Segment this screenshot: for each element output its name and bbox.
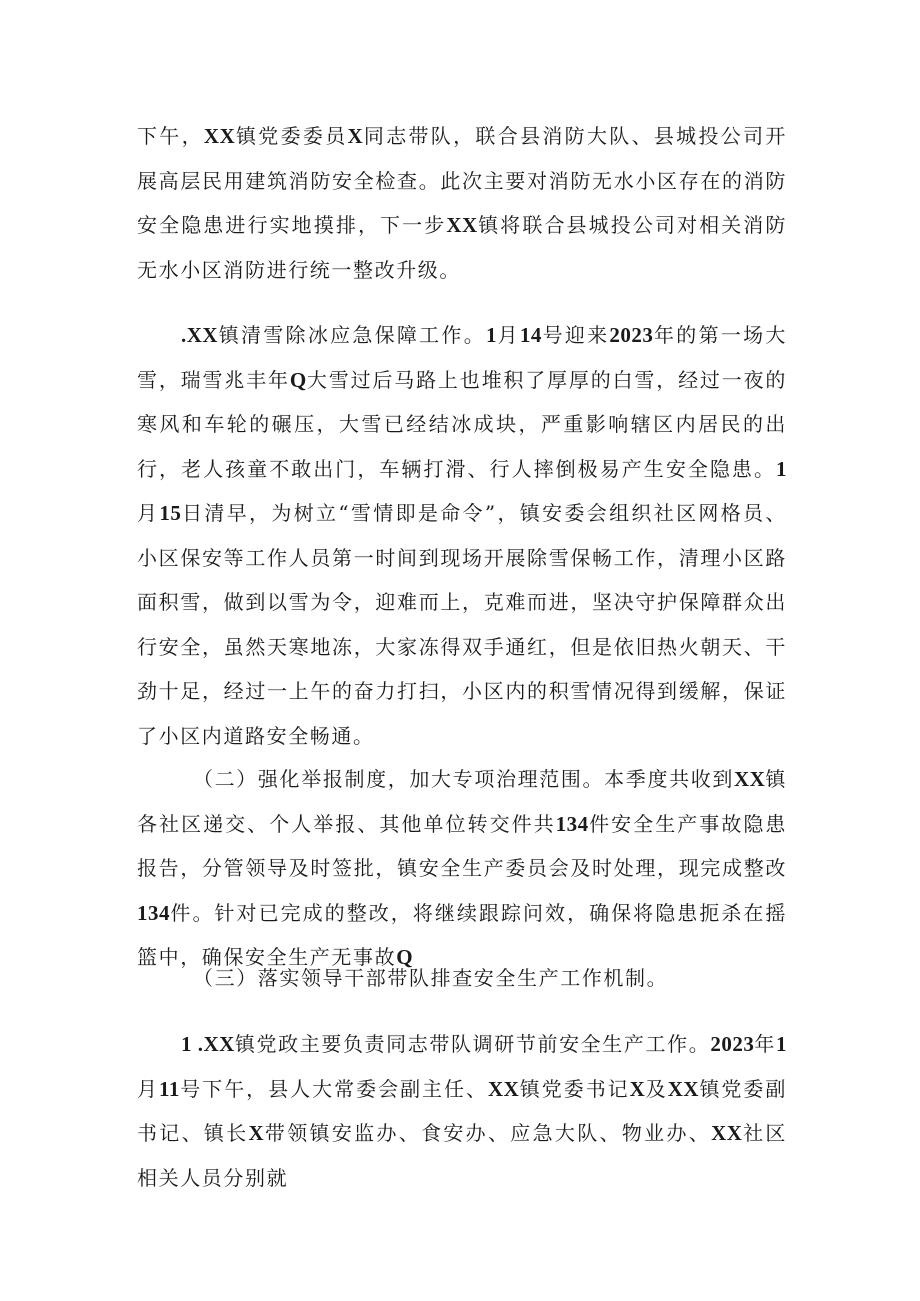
bold-text-run: 1: [485, 323, 497, 347]
bold-text-run: 1: [776, 1032, 788, 1056]
bold-text-run: 14: [519, 323, 542, 347]
text-run: 镇各社区递交、个人举报、其他单位转交件共: [137, 767, 787, 836]
bold-text-run: XX: [488, 1076, 520, 1101]
bold-text-run: .XX: [181, 323, 219, 347]
text-run: （二）强化举报制度，加大专项治理范围。本季度共收到: [193, 767, 735, 791]
bold-text-run: XX: [667, 1076, 700, 1101]
text-run: 件。针对已完成的整改，将继续跟踪问效，确保将隐患扼杀在摇篮中，确保安全生产无事故: [137, 900, 787, 969]
bold-text-run: 11: [159, 1076, 180, 1101]
bold-text-run: X: [347, 124, 364, 148]
bold-text-run: X: [248, 1121, 265, 1145]
text-run: 月: [137, 1076, 159, 1101]
bold-text-run: Q: [289, 367, 307, 392]
text-run: 年: [754, 1032, 777, 1056]
bold-text-run: 2023: [609, 323, 654, 347]
text-run: 镇党委副书记、镇长: [137, 1076, 788, 1145]
bold-text-run: XX: [203, 124, 236, 148]
text-run: 月: [137, 501, 160, 525]
paragraph-holiday-inspection: [137, 1022, 787, 1200]
bold-text-run: X: [629, 1076, 646, 1101]
bold-text-run: XX: [711, 1121, 743, 1145]
bold-text-run: 134: [137, 900, 170, 925]
bold-text-run: 1 .XX: [181, 1032, 235, 1056]
paragraph-reporting-system: [137, 757, 787, 980]
bold-text-run: 15: [159, 501, 182, 525]
text-run: 件安全生产事故隐患报告，分管领导及时签批，镇安全生产委员会及时处理，现完成整改: [137, 811, 787, 880]
text-run: 带领镇安监办、食安办、应急大队、物业办、: [264, 1121, 712, 1145]
text-run: 及: [645, 1076, 668, 1101]
paragraph-leadership-mechanism: [137, 956, 787, 1001]
text-run: 同志带队，联合县消防大队、县城投公司开展高层民用建筑消防安全检查。此次主要对消防无水小区存在的消防安全隐患进行实地摸排，下一步: [137, 124, 787, 237]
bold-text-run: 1: [776, 456, 787, 481]
text-run: 月: [496, 323, 520, 347]
bold-text-run: Q: [396, 945, 414, 969]
text-run: 日清早，为树立“雪情即是命令”，镇安委会组织社区网格员、小区保安等工作人员第一时间到现场开展除雪保畅工作，清理小区路面积雪，做到以雪为令，迎难而上，克难而进，坚决守护保障群众出行安全，虽然天寒地冻，大家冻得双手通红，但是依旧热火朝天、干劲十足，经过一上午的奋力打扫，小区内的积雪情况得到缓解，保证了小区内道路安全畅通。: [137, 501, 788, 748]
text-run: 下午，: [137, 124, 204, 148]
text-run: 镇党政主要负责同志带队调研节前安全生产工作。: [234, 1032, 711, 1056]
text-run: 年的第一场大雪，瑞雪兆丰年: [137, 323, 787, 392]
bold-text-run: 134: [555, 811, 589, 836]
text-run: （三）落实领导干部带队排查安全生产工作机制。: [193, 966, 669, 990]
bold-text-run: XX: [446, 213, 478, 237]
text-run: 号下午，县人大常委会副主任、: [179, 1076, 489, 1101]
text-run: 社区相关人员分别就: [137, 1121, 788, 1190]
text-run: 号迎来: [541, 323, 610, 347]
text-run: 镇将联合县城投公司对相关消防无水小区消防进行统一整改升级。: [137, 213, 787, 282]
text-run: 镇党委书记: [519, 1076, 630, 1101]
text-run: 镇清雪除冰应急保障工作。: [218, 323, 486, 347]
bold-text-run: XX: [734, 767, 766, 791]
text-run: 大雪过后马路上也堆积了厚厚的白雪，经过一夜的寒风和车轮的碾压，大雪已经结冰成块，严重影响辖区内居民的出行，老人孩童不敢出门，车辆打滑、行人摔倒极易产生安全隐患。: [137, 367, 788, 481]
bold-text-run: 2023: [710, 1032, 755, 1056]
text-run: 镇党委委员: [235, 124, 348, 148]
paragraph-snow-clearing: [137, 313, 787, 758]
paragraph-fire-inspection: [137, 114, 787, 292]
